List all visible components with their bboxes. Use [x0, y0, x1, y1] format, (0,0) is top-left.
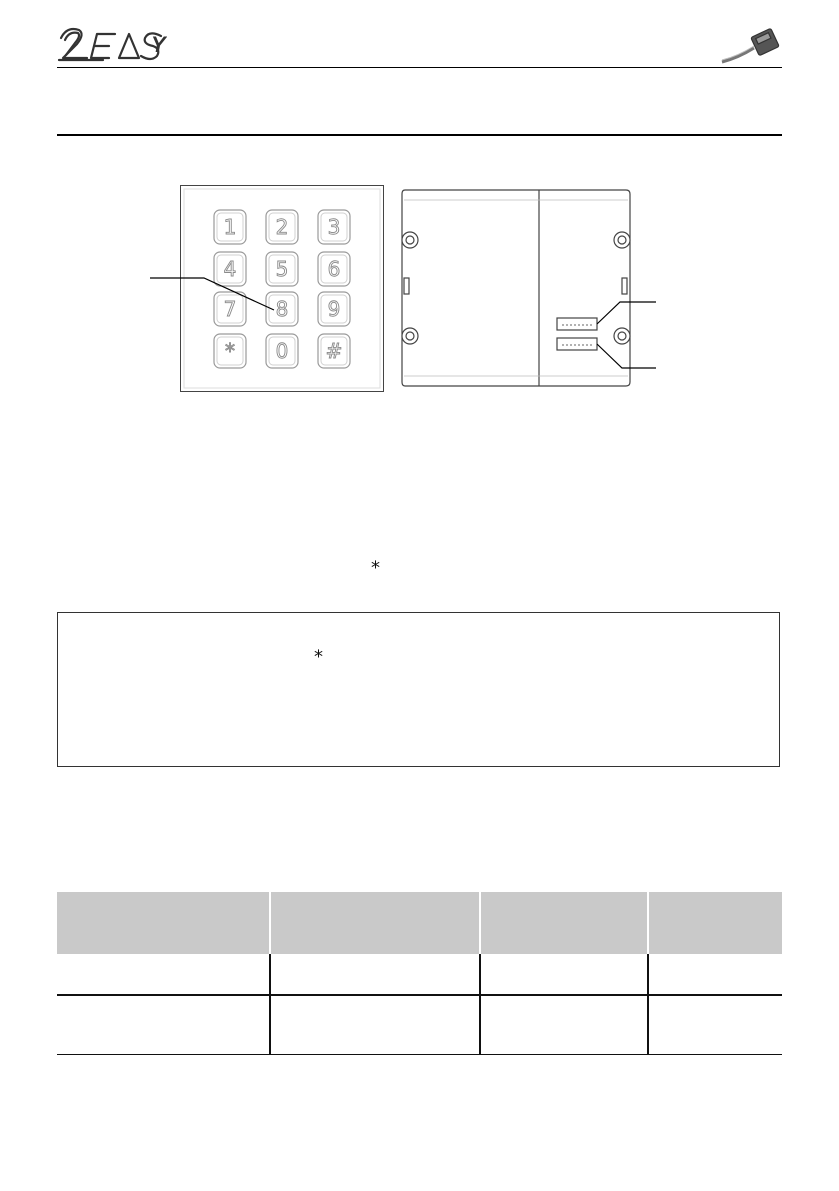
keypad-key-label: 2	[275, 215, 289, 239]
keypad-key-label: 5	[275, 257, 289, 281]
keypad-key-label: 1	[223, 215, 237, 239]
table-header-cell	[480, 892, 648, 954]
table-row	[57, 954, 782, 995]
keypad-callout-line	[150, 270, 290, 330]
table-cell	[57, 995, 270, 1055]
table-header-row	[57, 892, 782, 954]
table-cell	[648, 954, 782, 995]
keypad-key-label: 4	[223, 257, 237, 281]
header-rule	[57, 67, 782, 68]
table-header-cell	[57, 892, 270, 954]
svg-text:Y: Y	[151, 32, 166, 57]
brand-logo	[57, 22, 167, 66]
table-header-cell	[270, 892, 480, 954]
table-row	[57, 995, 782, 1055]
table-cell	[480, 995, 648, 1055]
table-header-cell	[648, 892, 782, 954]
asterisk-symbol: ⁎	[371, 552, 380, 573]
keypad-key-label: 9	[327, 297, 341, 321]
keypad-key-label: 0	[275, 339, 289, 363]
spec-table	[57, 892, 782, 1055]
table-cell	[270, 954, 480, 995]
table-cell	[270, 995, 480, 1055]
note-box	[57, 612, 780, 767]
keypad-key-label: 3	[327, 215, 341, 239]
asterisk-symbol: ⁎	[314, 641, 323, 662]
keypad-key-label: 8	[275, 297, 289, 321]
section-rule	[57, 134, 782, 136]
table-cell	[57, 954, 270, 995]
table-cell	[648, 995, 782, 1055]
keypad-key-label: *	[225, 339, 235, 363]
cable-connector-icon	[718, 24, 784, 66]
keypad-key-label: 7	[223, 297, 237, 321]
keypad-key-label: 6	[327, 257, 341, 281]
keypad-key-label: #	[325, 339, 343, 363]
table-cell	[480, 954, 648, 995]
module-rear-illustration	[400, 188, 658, 388]
